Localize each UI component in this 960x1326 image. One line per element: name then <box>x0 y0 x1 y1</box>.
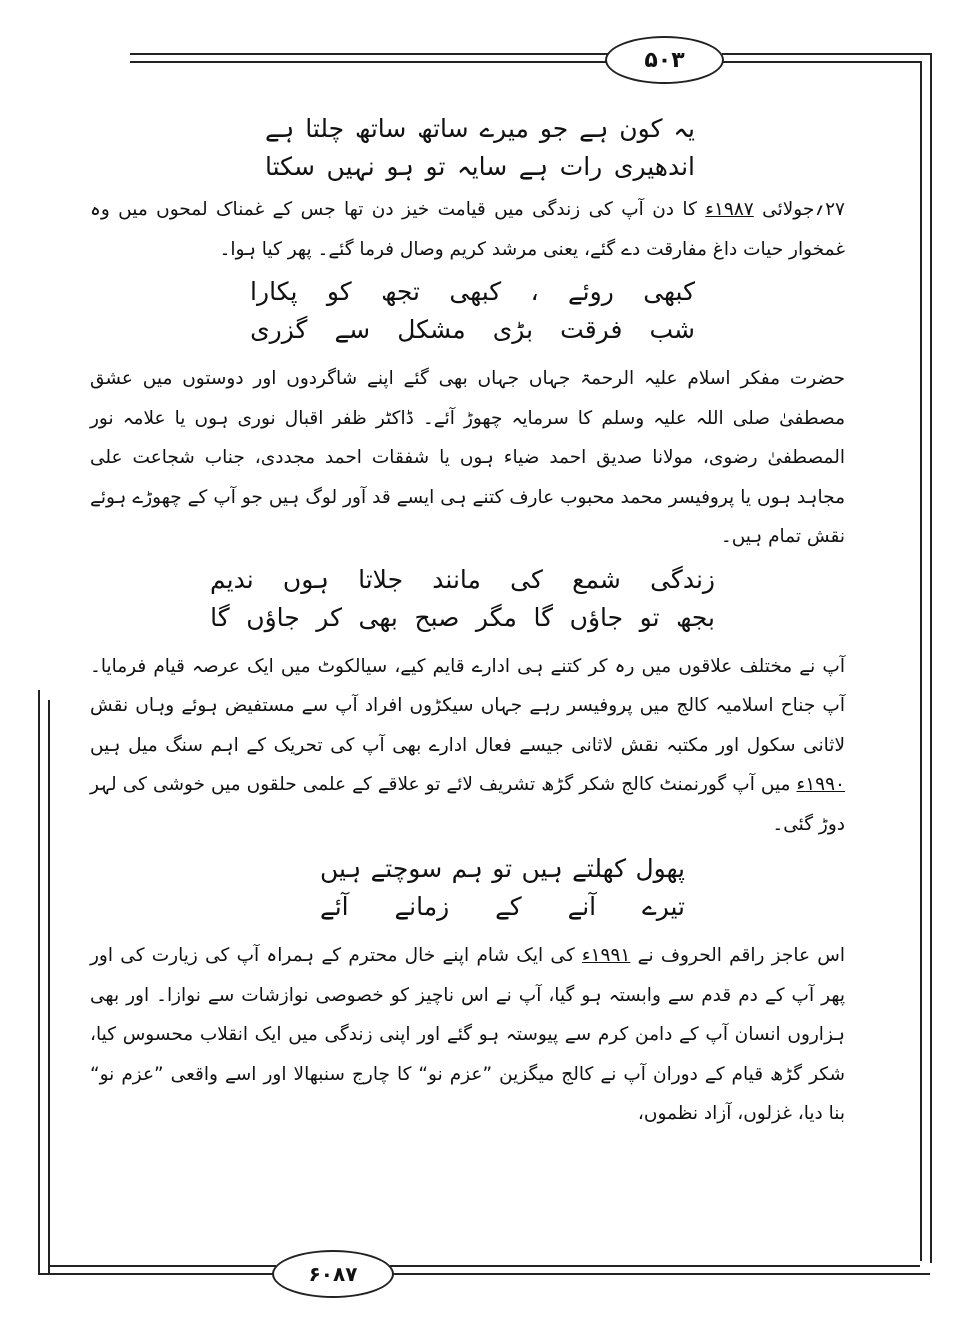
verse-word: سوچتے <box>370 854 443 883</box>
couplet-4 <box>90 844 845 932</box>
verse-word: پھول <box>635 854 685 883</box>
verse-word: جو <box>539 114 569 143</box>
verse-word: زندگی <box>650 564 715 594</box>
verse-word: سے <box>334 315 371 344</box>
verse-word: جلاتا <box>358 564 404 594</box>
volume-number-badge <box>272 1250 394 1298</box>
page-number-badge <box>605 36 724 84</box>
verse-word: کر <box>316 602 342 632</box>
verse-word: بڑی <box>492 315 534 344</box>
verse-word: تو <box>639 602 660 632</box>
verse-word: روئے <box>568 277 614 306</box>
verse-word: یہ <box>673 114 695 143</box>
verse-word: کبھی <box>643 277 695 306</box>
paragraph-1-start: ۲۷؍جولائی <box>753 199 845 220</box>
paragraph-4 <box>90 936 845 1134</box>
verse-word: ہو <box>386 152 414 181</box>
verse-word: ہیں <box>521 854 563 883</box>
verse-word: ہے <box>518 152 549 181</box>
frame-top-right-line-inner <box>722 61 922 63</box>
couplet-2-line-2 <box>250 311 695 349</box>
verse-word: مشکل <box>397 315 466 344</box>
verse-word: ساتھ <box>355 114 407 143</box>
paragraph-1-date: ۱۹۸۷ء <box>705 199 754 220</box>
verse-word: ہیں <box>320 854 362 883</box>
paragraph-3-rest: میں آپ گورنمنٹ کالج شکر گڑھ تشریف لائے تو علاقے کے علمی حلقوں میں خوشی کی لہر دوڑ گئی۔ <box>90 774 845 835</box>
verse-word: کے <box>495 892 522 921</box>
frame-bottom-right-line-outer <box>390 1273 930 1275</box>
page-number: ۵۰۳ <box>644 47 685 73</box>
verse-word: مگر <box>475 602 517 632</box>
verse-word: فرقت <box>560 315 623 344</box>
paragraph-4-date: ۱۹۹۱ء <box>581 945 631 966</box>
paragraph-3-start: آپ نے مختلف علاقوں میں رہ کر کتنے ہی ادارے قایم کیے، سیالکوٹ میں ایک عرصہ قیام فرمایا۔ آپ جناح اسلامیہ کالج میں پروفیسر رہے جہاں سیکڑوں افراد آپ سے مستفیض ہوئے وہاں نقش لاثانی سکول اور مکتبہ نقش لاثانی جیسے فعال ادارے بھی آپ کی تحریک کے اہم سنگ میل ہیں <box>90 655 845 756</box>
verse-word: زمانے <box>394 892 450 921</box>
verse-word: کی <box>510 564 543 594</box>
verse-word: ساتھ <box>417 114 469 143</box>
verse-word: کھلتے <box>572 854 627 883</box>
verse-word: گزری <box>250 315 308 344</box>
paragraph-1-rest: کا دن آپ کی زندگی میں قیامت خیز دن تھا جس کے غمناک لمحوں میں وہ غمخوار حیات داغ مفارقت دے گئے، یعنی مرشد کریم وصال فرما گئے۔ پھر کیا ہوا۔ <box>90 199 845 260</box>
verse-word: کون <box>619 114 663 143</box>
verse-word: تو <box>492 854 513 883</box>
verse-word: کو <box>326 277 352 306</box>
paragraph-1 <box>90 190 845 269</box>
frame-top-right-line-outer <box>722 53 932 55</box>
couplet-1-line-1 <box>265 110 695 148</box>
verse-word: بجھ <box>676 602 715 632</box>
paragraph-4-rest: کی ایک شام اپنے خال محترم کے ہمراہ آپ کی زیارت کی اور پھر آپ کے دم قدم سے وابستہ ہو گیا، آپ نے اس ناچیز کو خصوصی نوازشات سے نوازا۔ اور بھی ہزاروں انسان آپ کے دامن کرم سے پیوستہ ہو گئے اور اپنی زندگی میں ایک انقلاب محسوس کیا، شکر گڑھ قیام کے دوران آپ نے کالج میگزین ”عزم نو“ کا چارج سنبھالا اور اسے واقعی ”عزم نو“ بنا دیا، غزلوں، آزاد نظموں، <box>90 945 845 1124</box>
paragraph-2: حضرت مفکر اسلام علیہ الرحمۃ جہاں جہاں بھی گئے اپنے شاگردوں اور دوستوں میں عشق مصطفیٰ صلی اللہ علیہ وسلم کا سرمایہ چھوڑ آئے۔ ڈاکٹر ظفر اقبال نوری ہوں یا علامہ نور المصطفیٰ رضوی، مولانا صدیق احمد ضیاء ہوں یا شفقات احمد مجددی، جناب شجاعت علی مجاہد ہوں یا پروفیسر محمد محبوب عارف کتنے ہی ایسے قد آور لوگ ہیں جو آپ کے چھوڑے ہوئے نقش تمام ہیں۔ <box>90 368 845 547</box>
frame-top-line-inner <box>130 61 610 63</box>
couplet-1-line-2 <box>265 148 695 186</box>
verse-word: ہے <box>579 114 609 143</box>
couplet-3 <box>90 557 845 641</box>
paragraph-3 <box>90 647 845 845</box>
verse-word: تیرے <box>642 892 685 921</box>
frame-left-line-inner <box>48 700 50 1275</box>
verse-word: رات <box>559 152 603 181</box>
verse-word: ہے <box>265 114 295 143</box>
verse-word: گا <box>210 602 230 632</box>
frame-top-line-outer <box>130 53 610 55</box>
frame-left-line-outer <box>38 690 40 1275</box>
verse-word: ندیم <box>210 564 254 594</box>
verse-word: شب <box>649 315 695 344</box>
couplet-2-line-1 <box>250 273 695 311</box>
verse-word: تجھ <box>381 277 420 306</box>
frame-right-line-inner <box>920 61 922 1261</box>
couplet-4-line-2 <box>320 888 685 926</box>
verse-word: سایہ <box>457 152 508 181</box>
verse-word: صبح <box>414 602 460 632</box>
verse-word: میرے <box>479 114 529 143</box>
couplet-3-line-1 <box>210 561 715 599</box>
verse-word: مانند <box>432 564 481 594</box>
verse-word: شمع <box>572 564 621 594</box>
couplet-2 <box>90 269 845 353</box>
paragraph-3-date: ۱۹۹۰ء <box>796 774 845 795</box>
frame-right-line-outer <box>930 53 932 1263</box>
couplet-1 <box>90 110 845 190</box>
verse-word: سکتا <box>265 152 315 181</box>
couplet-3-line-2 <box>210 599 715 637</box>
verse-word: پکارا <box>250 277 298 306</box>
verse-word: ، <box>530 277 539 306</box>
frame-bottom-right-line-inner <box>390 1265 920 1267</box>
verse-word: بھی <box>358 602 398 632</box>
frame-bottom-left-line-inner <box>48 1265 276 1267</box>
verse-word: آنے <box>567 892 597 921</box>
frame-bottom-left-line-outer <box>38 1273 276 1275</box>
verse-word: ہم <box>451 854 483 883</box>
verse-word: جاؤں <box>569 602 624 632</box>
verse-word: اندھیری <box>613 152 695 181</box>
verse-word: ہوں <box>282 564 329 594</box>
couplet-4-line-1 <box>320 850 685 888</box>
verse-word: نہیں <box>326 152 375 181</box>
verse-word: چلتا <box>305 114 345 143</box>
verse-word: کبھی <box>449 277 502 306</box>
verse-word: جاؤں <box>246 602 300 632</box>
volume-number: ۶۰۸۷ <box>308 1262 358 1286</box>
verse-word: گا <box>533 602 554 632</box>
verse-word: تو <box>425 152 446 181</box>
page-body <box>90 110 845 1134</box>
verse-word: آئے <box>320 892 349 921</box>
paragraph-4-start: اس عاجز راقم الحروف نے <box>630 945 845 966</box>
